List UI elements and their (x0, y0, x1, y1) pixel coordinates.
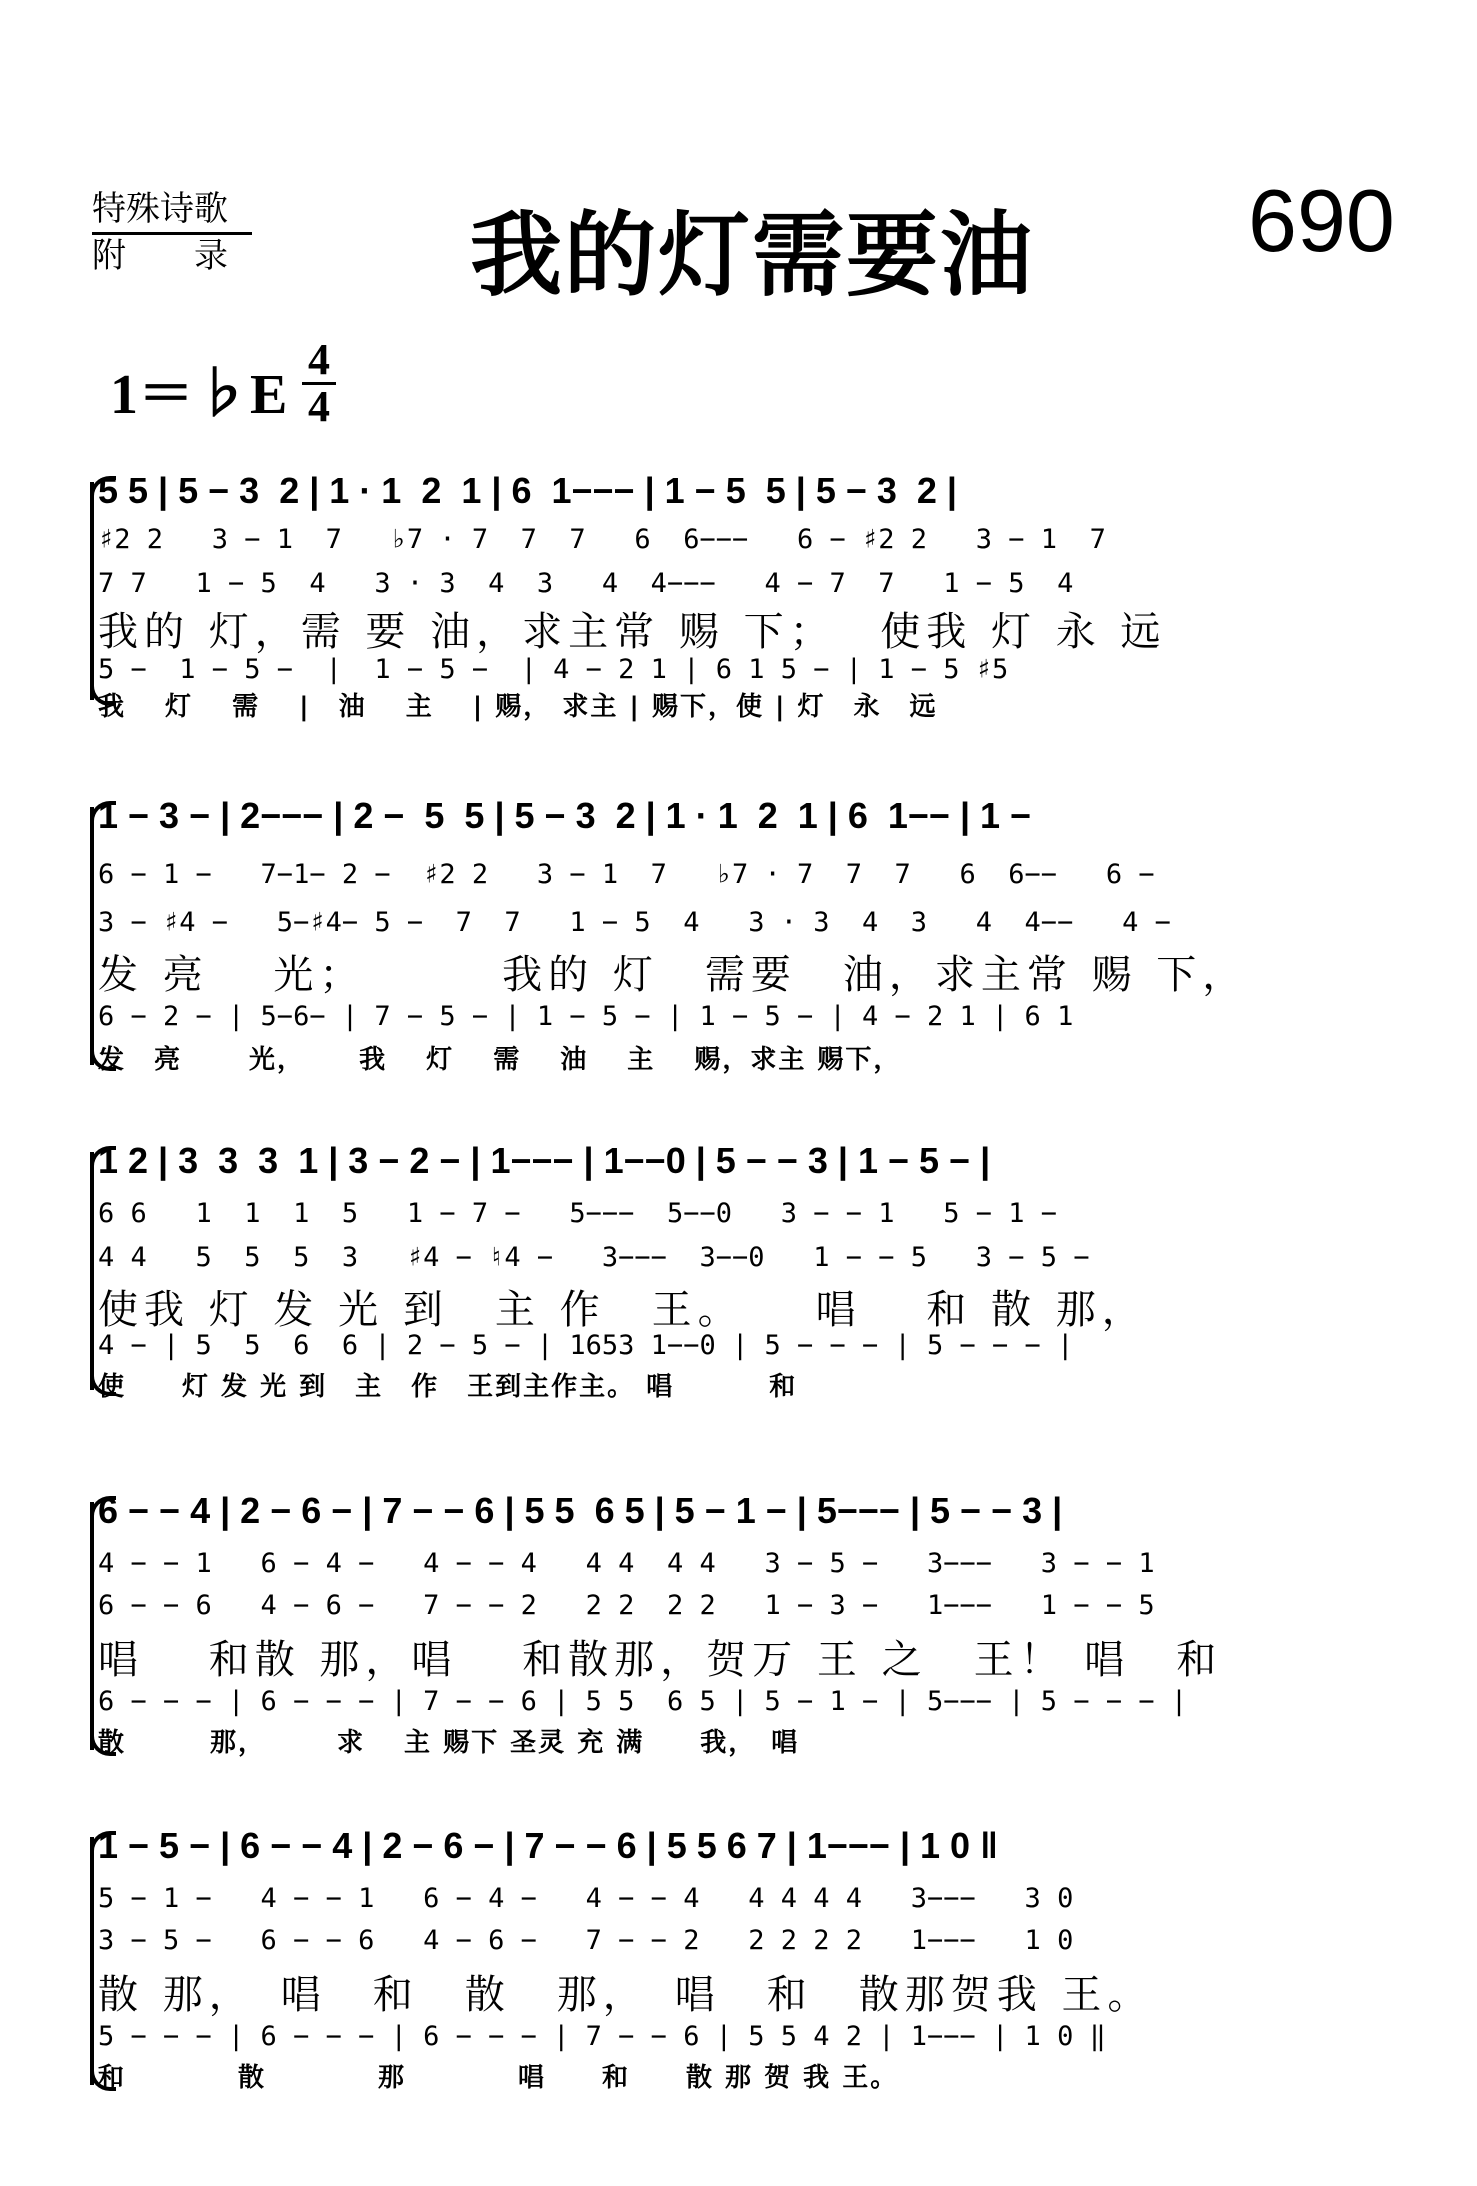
score-system-2 (0, 795, 1477, 1075)
alto-line: 4 − − 1 6 − 4 − 4 − − 4 4 4 4 4 3 − 5 − 3−−− 3 − − 1 (98, 1548, 1155, 1579)
system-brace (90, 1152, 94, 1390)
lyrics-line: 散 那， 唱 和 散 那， 唱 和 散那贺我 王。 (98, 1972, 1154, 2018)
melody-line: 1 − 5 − | 6 − − 4 | 2 − 6 − | 7 − − 6 | 5 5 6 7 | 1−−− | 1 0 ‖ (98, 1825, 998, 1866)
melody-line: 1 − 3 − | 2−−− | 2 − 5 5 | 5 − 3 2 | 1 · 1 2 1 | 6 1−− | 1 − (98, 795, 1032, 836)
category-line-2: 附 录 (92, 236, 228, 276)
tenor-line: 3 − ♯4 − 5−♯4− 5 − 7 7 1 − 5 4 3 · 3 4 3 4 4−− 4 − (98, 907, 1171, 938)
bass-line: 6 − − − | 6 − − − | 7 − − 6 | 5 5 6 5 | 5 − 1 − | 5−−− | 5 − − − | (98, 1686, 1188, 1717)
tenor-line: 3 − 5 − 6 − − 6 4 − 6 − 7 − − 2 2 2 2 2 1−−− 1 0 (98, 1925, 1074, 1956)
melody-line: 1 2 | 3 3 3 1 | 3 − 2 − | 1−−− | 1−−0 | 5 − − 3 | 1 − 5 − | (98, 1140, 991, 1181)
system-brace (90, 482, 94, 700)
alto-line: 5 − 1 − 4 − − 1 6 − 4 − 4 − − 4 4 4 4 4 3−−− 3 0 (98, 1883, 1074, 1914)
bass-lyrics-line: 和 散 那 唱 和 散 那 贺 我 王。 (98, 2063, 899, 2093)
hymn-number: 690 (1248, 171, 1395, 270)
bass-lyrics-line: 使 灯 发 光 到 主 作 王到主作主。 唱 和 (98, 1372, 798, 1402)
system-brace (90, 1837, 94, 2085)
time-sig-top: 4 (308, 335, 330, 384)
bass-lyrics-line: 散 那， 求 主 赐下 圣灵 充 满 我， 唱 (98, 1728, 800, 1758)
page-title: 我的灯需要油 (470, 202, 1035, 309)
bass-lyrics-line: 我 灯 需 | 油 主 | 赐， 求主 | 赐下，使 | 灯 永 远 (98, 692, 938, 722)
category-label (92, 188, 252, 277)
score-system-1 (0, 470, 1477, 722)
key-signature: 1＝♭E (110, 364, 288, 426)
melody-line: 5 5 | 5 − 3 2 | 1 · 1 2 1 | 6 1−−− | 1 − 5 5 | 5 − 3 2 | (98, 470, 957, 511)
alto-line: 6 6 1 1 1 5 1 − 7 − 5−−− 5−−0 3 − − 1 5 − 1 − (98, 1198, 1058, 1229)
tenor-line: 4 4 5 5 5 3 ♯4 − ♮4 − 3−−− 3−−0 1 − − 5 3 − 5 − (98, 1242, 1090, 1273)
time-sig-bottom: 4 (308, 382, 330, 431)
alto-line: ♯2 2 3 − 1 7 ♭7 · 7 7 7 6 6−−− 6 − ♯2 2 3 − 1 7 (98, 524, 1106, 555)
bass-line: 6 − 2 − | 5−6− | 7 − 5 − | 1 − 5 − | 1 − 5 − | 4 − 2 1 | 6 1 (98, 1001, 1074, 1032)
bass-lyrics-line: 发 亮 光， 我 灯 需 油 主 赐，求主 赐下， (98, 1045, 902, 1075)
category-line-1: 特殊诗歌 (92, 188, 252, 235)
tenor-line: 6 − − 6 4 − 6 − 7 − − 2 2 2 2 2 1 − 3 − 1−−− 1 − − 5 (98, 1590, 1155, 1621)
score-system-3 (0, 1140, 1477, 1400)
melody-line: 6 − − 4 | 2 − 6 − | 7 − − 6 | 5 5 6 5 | 5 − 1 − | 5−−− | 5 − − 3 | (98, 1490, 1063, 1531)
alto-line: 6 − 1 − 7−1− 2 − ♯2 2 3 − 1 7 ♭7 · 7 7 7 6 6−− 6 − (98, 859, 1155, 890)
bass-line: 4 − | 5 5 6 6 | 2 − 5 − | 1653 1−−0 | 5 − − − | 5 − − − | (98, 1330, 1074, 1361)
lyrics-line: 唱 和散 那，唱 和散那，贺万 王 之 王！ 唱 和 (98, 1637, 1223, 1683)
score-system-5 (0, 1825, 1477, 2095)
lyrics-line: 使我 灯 发 光 到 主 作 王。 唱 和 散 那， (98, 1287, 1148, 1333)
system-brace (90, 807, 94, 1065)
bass-line: 5 − 1 − 5 − | 1 − 5 − | 4 − 2 1 | 6 1 5 − | 1 − 5 ♯5 (98, 654, 1009, 685)
bass-line: 5 − − − | 6 − − − | 6 − − − | 7 − − 6 | 5 5 4 2 | 1−−− | 1 0 ‖ (98, 2021, 1106, 2052)
lyrics-line: 发 亮 光； 我的 灯 需要 油，求主常 赐 下， (98, 952, 1249, 998)
score-system-4 (0, 1490, 1477, 1760)
time-signature (302, 335, 336, 431)
system-brace (90, 1502, 94, 1750)
tenor-line: 7 7 1 − 5 4 3 · 3 4 3 4 4−−− 4 − 7 7 1 − 5 4 (98, 568, 1074, 599)
lyrics-line: 我的 灯，需 要 油，求主常 赐 下； 使我 灯 永 远 (98, 609, 1167, 655)
